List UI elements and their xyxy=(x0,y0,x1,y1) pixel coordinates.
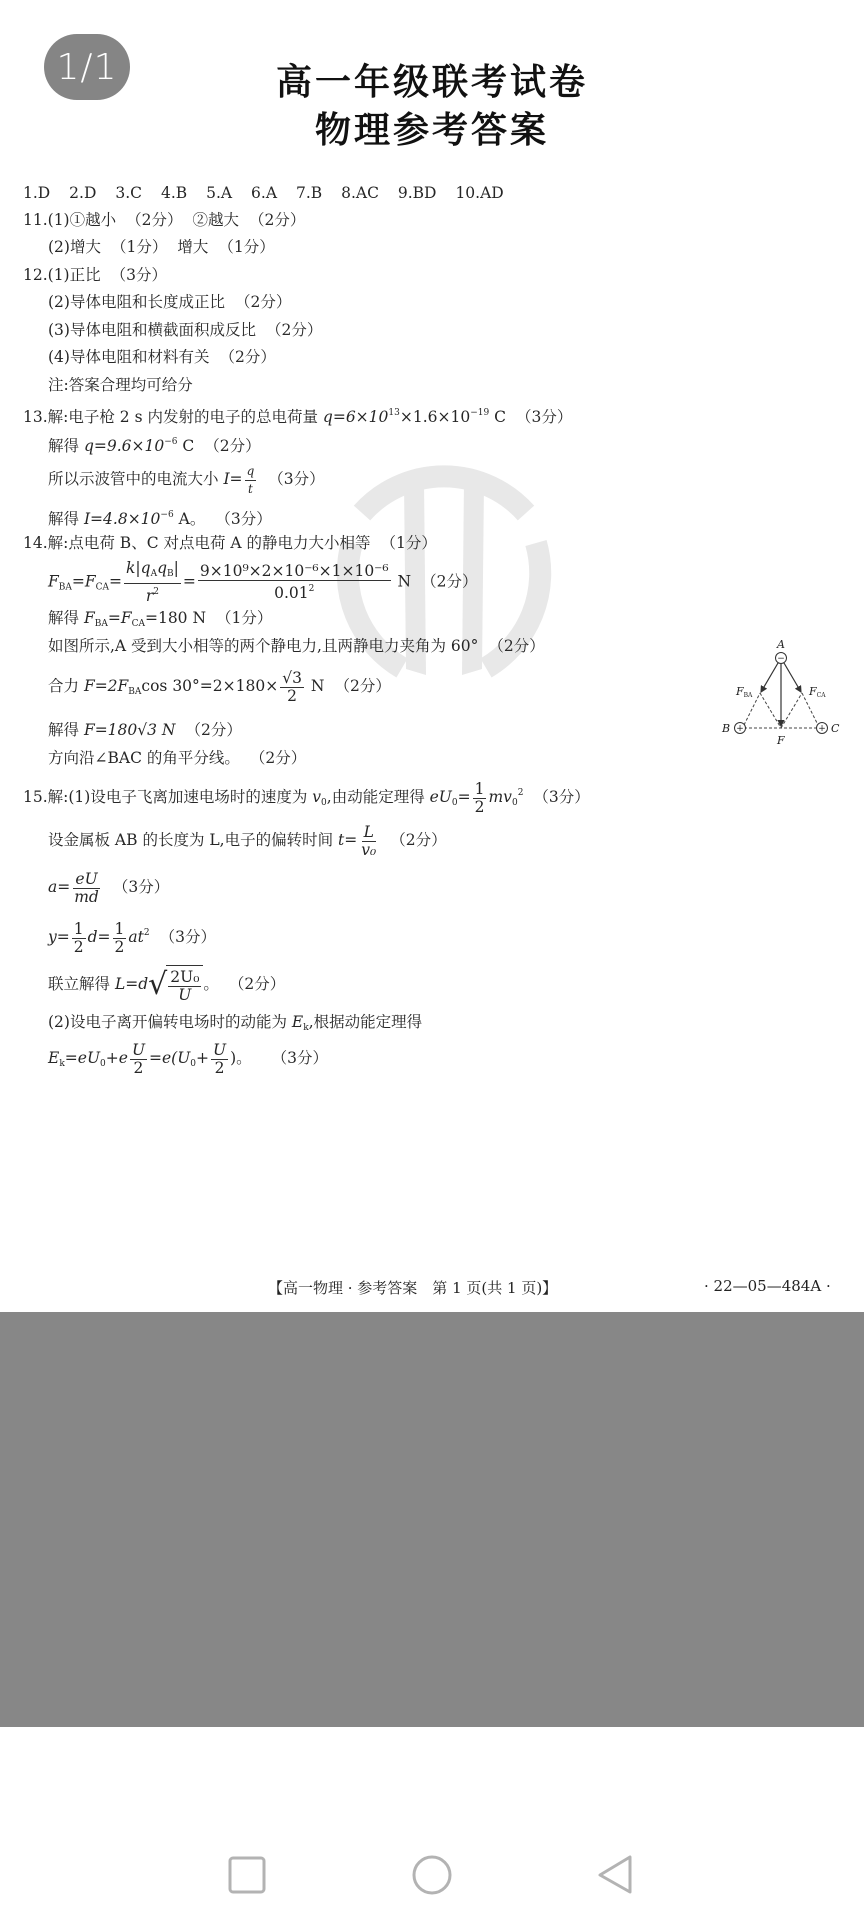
mc-answer: 10.AD xyxy=(455,184,504,202)
mc-answer: 3.C xyxy=(115,184,143,202)
home-button[interactable] xyxy=(410,1854,454,1898)
q15-line7: $E_k=eU_0+e$ $\frac{U}{2}$ $=e(U_0+$ $\frac{U}{2}$ )。 （3分） xyxy=(48,1040,329,1077)
page-footer: 【高一物理 · 参考答案 第 1 页(共 1 页)】 xyxy=(268,1279,558,1297)
mc-answer: 6.A xyxy=(251,184,278,202)
label-b: B xyxy=(722,722,731,735)
charge-a-sign: − xyxy=(777,654,785,664)
q14-line3: 解得 $F_{BA}=F_{CA}=180$ N （1分） xyxy=(48,609,273,629)
q15-line5: 联立解得 L=d √ $\frac{\text{2U₀}}{U}$ 。 （2分） xyxy=(48,964,285,1006)
q13-line1: 13.解:电子枪 2 s 内发射的电子的总电荷量 $q=6\times 10^{13}\times 1.6\times 10^{-19}$ C （3分） xyxy=(23,408,573,426)
label-f: F xyxy=(777,734,785,747)
q15-line4: y= $\frac{1}{2}$ d= $\frac{1}{2}$ $at^2$ （3分） xyxy=(48,919,217,956)
circle-icon xyxy=(410,1854,454,1898)
label-c: C xyxy=(831,722,840,735)
q11-line2: (2)增大 （1分） 增大 （1分） xyxy=(48,238,275,256)
document-title: 高一年级联考试卷 xyxy=(275,62,588,103)
q12-item: (3)导体电阻和横截面积成反比 （2分） xyxy=(48,321,323,339)
force-diagram xyxy=(700,620,864,750)
q14-line6: 解得 F=180√3 N （2分） xyxy=(48,721,242,739)
q14-line5: 合力 $F=2F_{BA}\cos$ 30°=2×180× $\frac{√3}{2}$ N （2分） xyxy=(48,668,391,705)
q13-line2: 解得 $q=9.6\times 10^{-6}$ C （2分） xyxy=(48,437,261,455)
q14-line1: 14.解:点电荷 B、C 对点电荷 A 的静电力大小相等 （1分） xyxy=(23,534,437,552)
mc-answer: 4.B xyxy=(160,184,188,202)
system-navigation-bar xyxy=(0,1820,864,1920)
q13-line3: 所以示波管中的电流大小 I= $\frac{q}{t}$ （3分） xyxy=(48,463,325,496)
q13-line4: 解得 $I=4.8\times 10^{-6}$ A。 （3分） xyxy=(48,510,272,528)
mc-answer: 7.B xyxy=(295,184,323,202)
q12-item: (4)导体电阻和材料有关 （2分） xyxy=(48,348,276,366)
q14-line4: 如图所示,A 受到大小相等的两个静电力,且两静电力夹角为 60° （2分） xyxy=(48,637,545,655)
q14-line2: $F_{BA}=F_{CA}=$ $\frac{k|q_Aq_B|}{r^2}$ = $\frac{\text{9×10⁹×2×10⁻⁶×1×10⁻⁶}}{0.01^2}$ N （2分） xyxy=(48,559,478,605)
mc-answer: 2.D xyxy=(69,184,97,202)
label-a: A xyxy=(777,638,785,651)
q12-item: (2)导体电阻和长度成正比 （2分） xyxy=(48,293,292,311)
q15-line2: 设金属板 AB 的长度为 L,电子的偏转时间 t= $\frac{L}{\text{v₀}}$ （2分） xyxy=(48,822,447,859)
q14-line7: 方向沿∠BAC 的角平分线。 （2分） xyxy=(48,749,307,767)
mc-answer: 9.BD xyxy=(397,184,437,202)
mc-answer: 1.D xyxy=(23,184,51,202)
document-subtitle: 物理参考答案 xyxy=(314,110,549,151)
charge-b-sign: + xyxy=(736,724,744,734)
mc-answers-row xyxy=(23,183,504,203)
label-fba: FBA xyxy=(736,685,753,699)
viewer-empty-area xyxy=(0,1312,864,1727)
back-triangle-icon xyxy=(595,1854,635,1898)
q11-line1: 11.(1)①越小 （2分） ②越大 （2分） xyxy=(23,211,306,229)
label-fca: FCA xyxy=(809,685,826,699)
page-indicator-badge: 1/1 xyxy=(44,34,130,100)
charge-c-sign: + xyxy=(818,724,826,734)
mc-answer: 5.A xyxy=(206,184,233,202)
q12-note: 注:答案合理均可给分 xyxy=(48,376,193,394)
recents-button[interactable] xyxy=(225,1854,269,1898)
document-code: · 22—05—484A · xyxy=(704,1277,831,1295)
back-button[interactable] xyxy=(593,1854,637,1898)
square-icon xyxy=(227,1856,267,1896)
mc-answer: 8.AC xyxy=(341,184,379,202)
q15-line3: a= $\frac{eU}{md}$ （3分） xyxy=(48,869,170,906)
q12-item: 12.(1)正比 （3分） xyxy=(23,266,167,284)
q15-line1: 15.解:(1)设电子飞离加速电场时的速度为 $v_0$,由动能定理得 $eU_0=$ $\frac{1}{2}$ $mv_0^2$ （3分） xyxy=(23,779,590,816)
q15-line6: (2)设电子离开偏转电场时的动能为 $E_k$,根据动能定理得 xyxy=(48,1013,423,1033)
